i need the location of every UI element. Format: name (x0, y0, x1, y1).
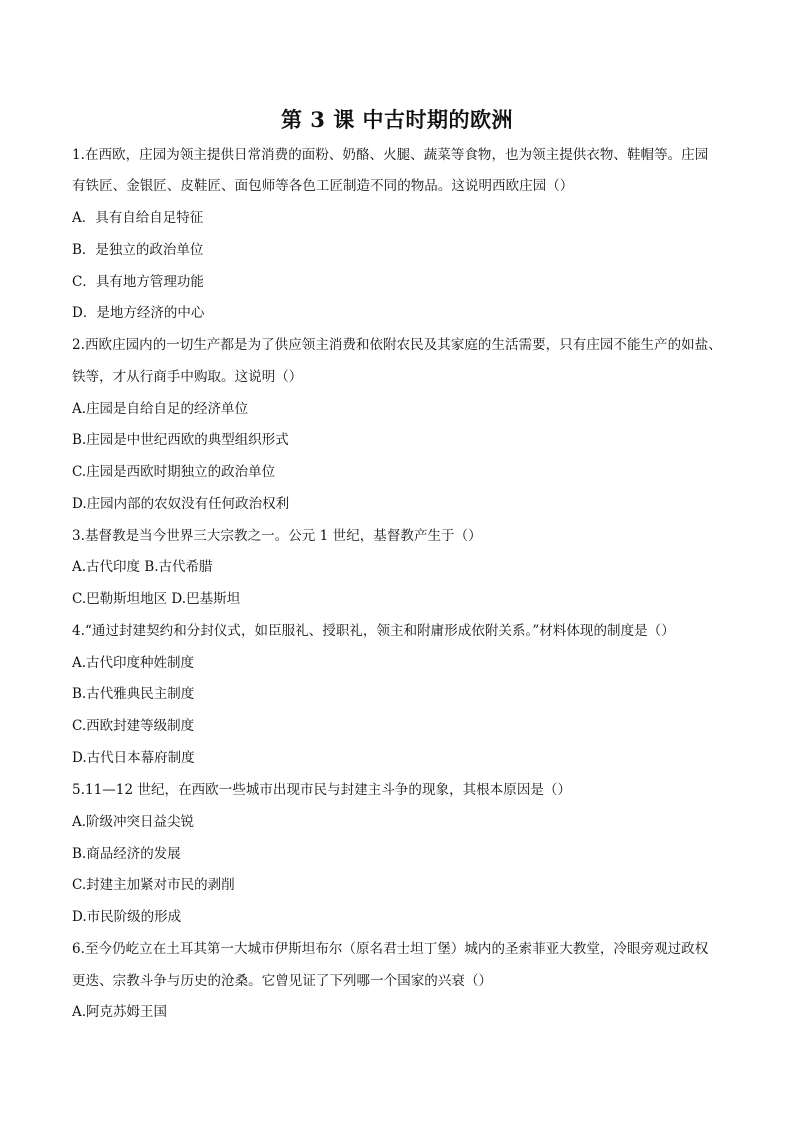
lesson-title: 第 3 课 中古时期的欧洲 (280, 107, 514, 132)
question-2-option-a: A.庄园是自给自足的经济单位 (72, 401, 249, 417)
question-5-option-a: A.阶级冲突日益尖锐 (72, 814, 195, 830)
question-1-option-b: B．是独立的政治单位 (72, 242, 204, 258)
question-6-option-a: A.阿克苏姆王国 (72, 1004, 168, 1020)
question-4-line-1: 4.“通过封建契约和分封仪式，如臣服礼、授职礼，领主和附庸形成依附关系。”材料体现的制度是（） (72, 623, 675, 639)
question-4-option-a: A.古代印度种姓制度 (72, 655, 195, 671)
question-2-line-2: 铁等，才从行商手中购取。这说明（） (72, 369, 303, 385)
question-4-option-b: B.古代雅典民主制度 (72, 686, 195, 702)
question-1-line-1: 1.在西欧，庄园为领主提供日常消费的面粉、奶酪、火腿、蔬菜等食物，也为领主提供衣物、鞋帽等。庄园 (72, 147, 709, 163)
question-6-line-1: 6.至今仍屹立在土耳其第一大城市伊斯坦布尔（原名君士坦丁堡）城内的圣索菲亚大教堂，冷眼旁观过政权 (72, 941, 709, 957)
question-4-option-c: C.西欧封建等级制度 (72, 718, 195, 734)
question-2-option-d: D.庄园内部的农奴没有任何政治权利 (72, 496, 290, 512)
question-5-option-c: C.封建主加紧对市民的剥削 (72, 877, 235, 893)
question-3-options-ab: A.古代印度 B.古代希腊 (72, 559, 213, 575)
question-5-option-b: B.商品经济的发展 (72, 846, 181, 862)
question-1-option-c: C．具有地方管理功能 (72, 274, 204, 290)
question-6-line-2: 更迭、宗教斗争与历史的沧桑。它曾见证了下列哪一个国家的兴衰（） (72, 973, 493, 989)
question-2-option-b: B.庄园是中世纪西欧的典型组织形式 (72, 432, 289, 448)
question-3-options-cd: C.巴勒斯坦地区 D.巴基斯坦 (72, 591, 241, 607)
question-4-option-d: D.古代日本幕府制度 (72, 750, 195, 766)
question-5-option-d: D.市民阶级的形成 (72, 909, 182, 925)
question-1-option-d: D．是地方经济的中心 (72, 305, 205, 321)
question-1-line-2: 有铁匠、金银匠、皮鞋匠、面包师等各色工匠制造不同的物品。这说明西欧庄园（） (72, 178, 574, 194)
question-2-option-c: C.庄园是西欧时期独立的政治单位 (72, 464, 276, 480)
question-5-line-1: 5.11—12 世纪，在西欧一些城市出现市民与封建主斗争的现象，其根本原因是（） (72, 782, 572, 798)
question-2-line-1: 2.西欧庄园内的一切生产都是为了供应领主消费和依附农民及其家庭的生活需要，只有庄园不能生产的如盐、 (72, 337, 722, 353)
question-1-option-a: A．具有自给自足特征 (72, 210, 204, 226)
question-3-line-1: 3.基督教是当今世界三大宗教之一。公元 1 世纪，基督教产生于（） (72, 528, 482, 544)
